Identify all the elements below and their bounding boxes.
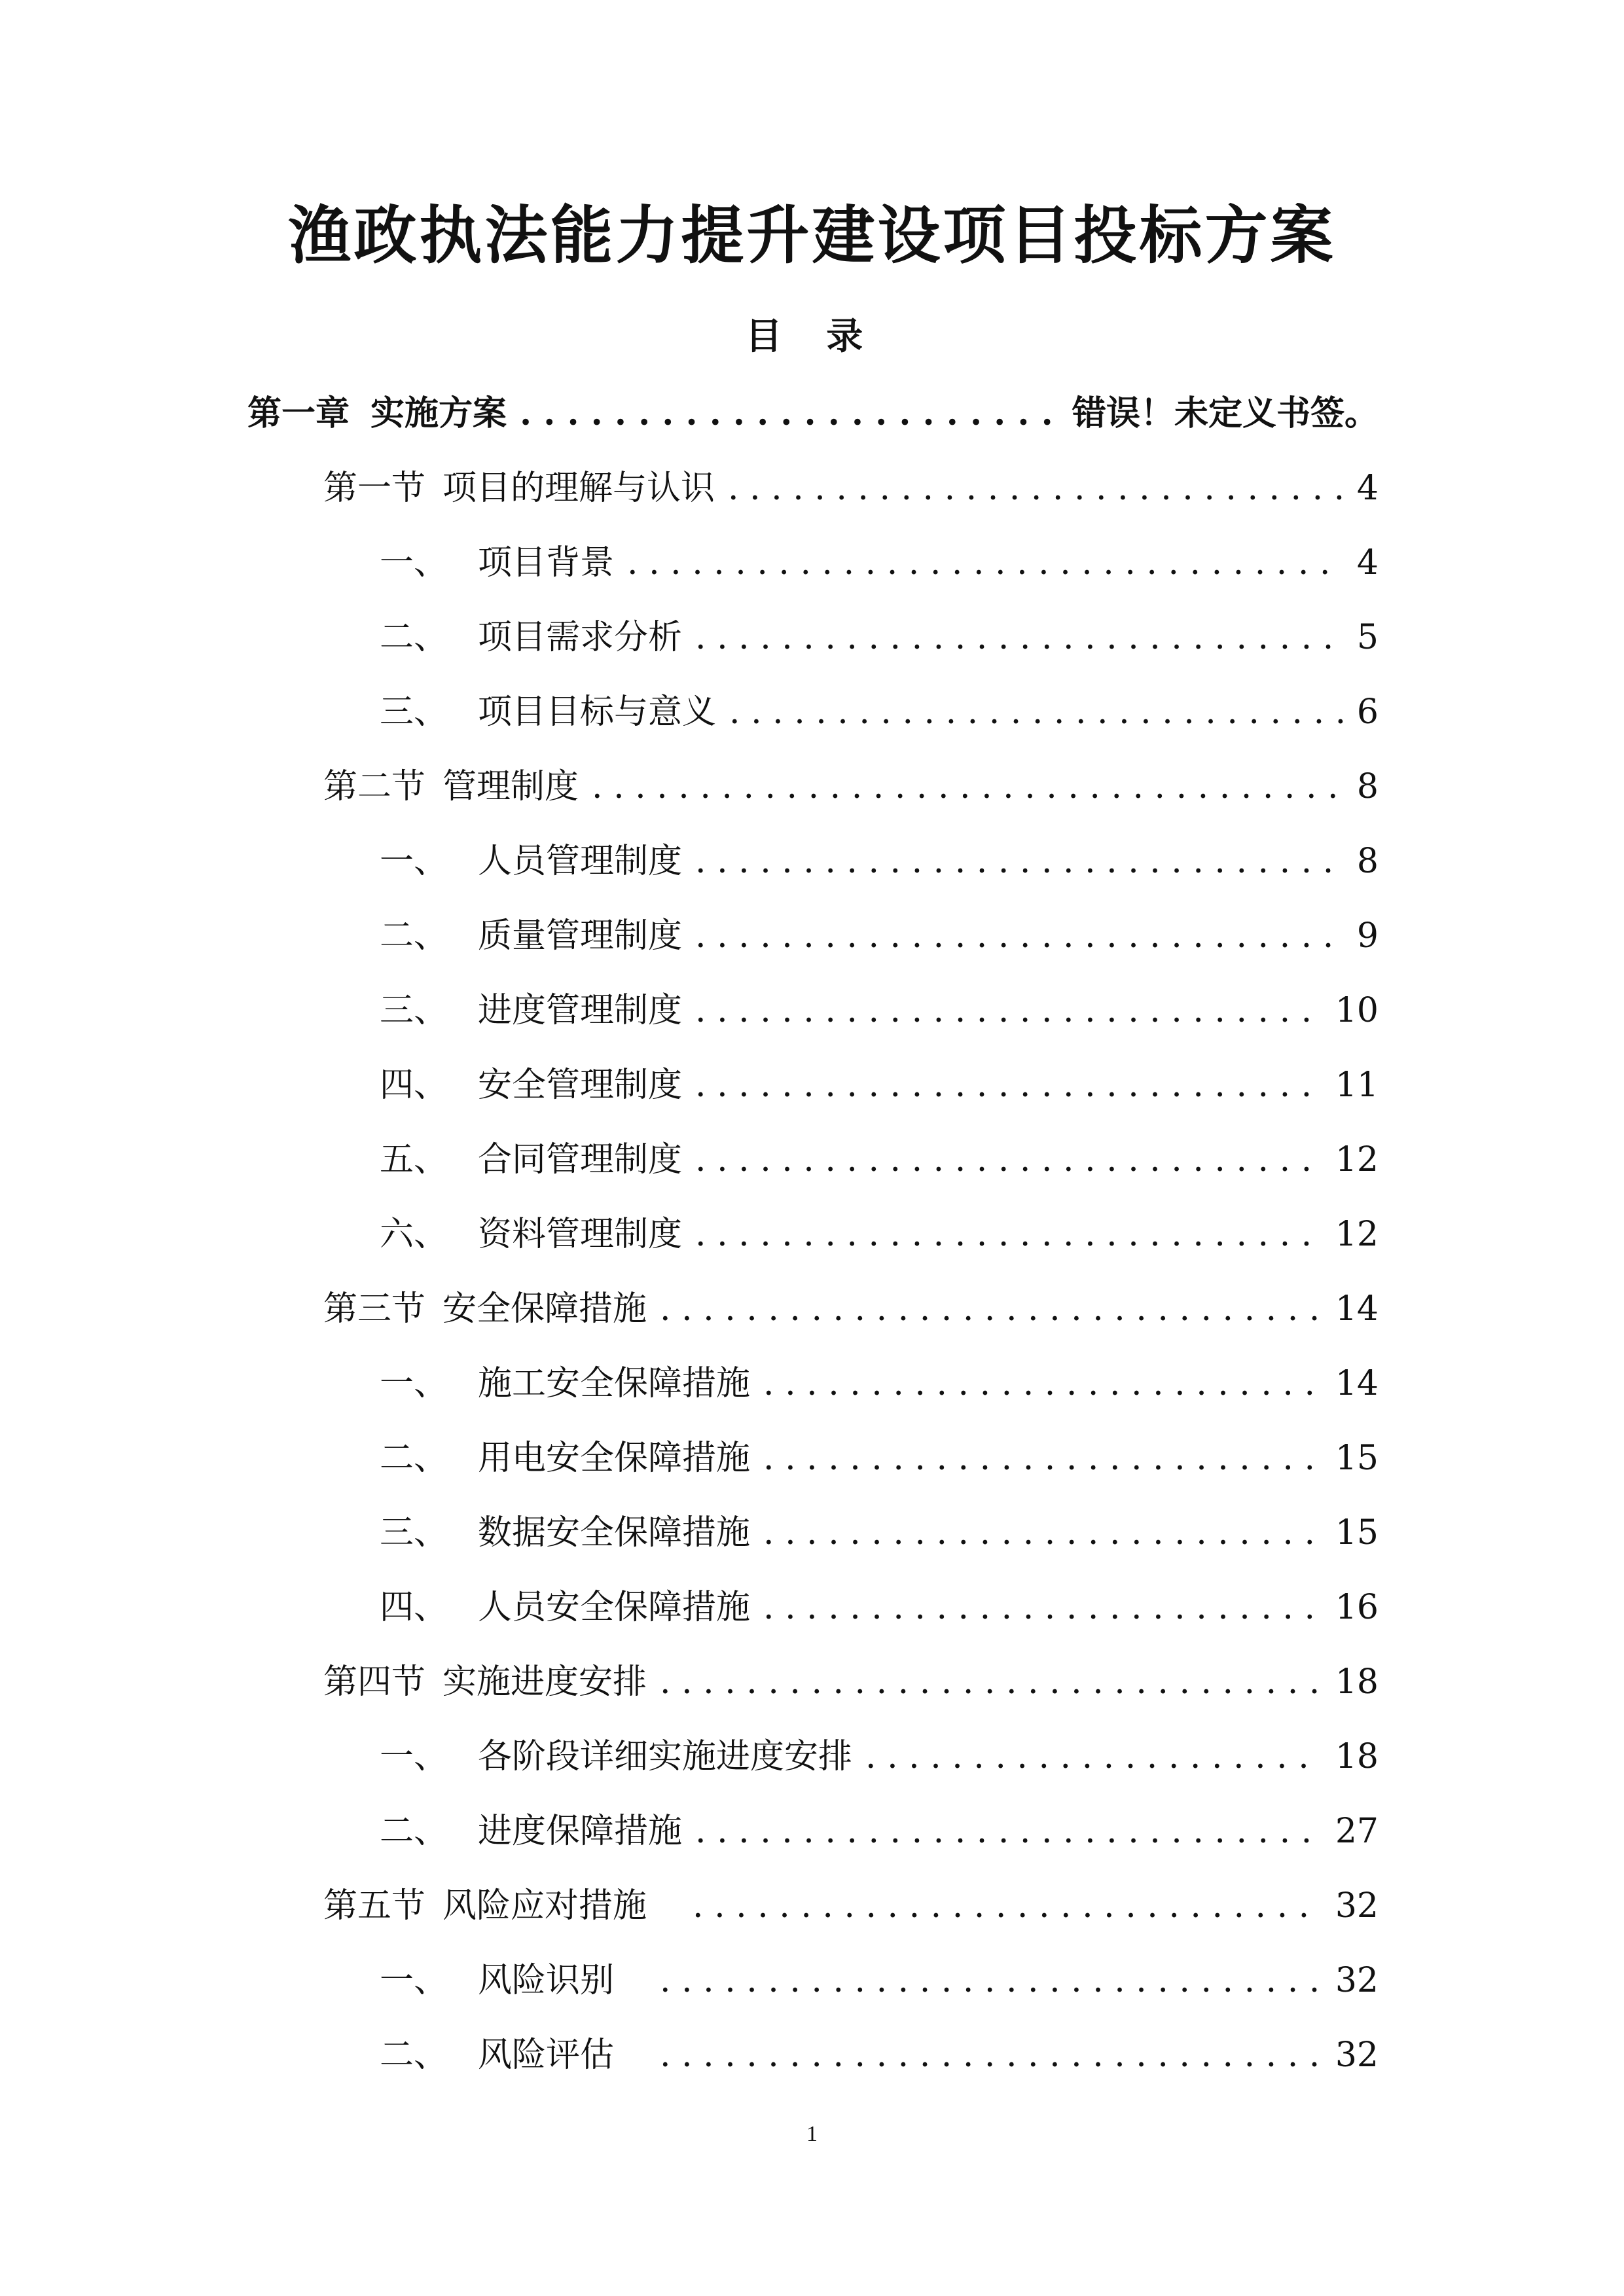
toc-entry-chapter-1[interactable]	[247, 387, 1379, 440]
toc-entry-prefix: 第二节	[323, 767, 426, 806]
toc-entry-label	[323, 1656, 647, 1708]
toc-page-ref: 错误！未定义书签。	[1072, 393, 1379, 433]
toc-entry-label	[380, 1507, 750, 1559]
toc-entry-label	[323, 761, 579, 813]
toc-entry-title: 项目需求分析	[478, 618, 683, 657]
toc-page-ref: 9	[1356, 916, 1379, 956]
toc-page-ref: 4	[1356, 543, 1379, 583]
toc-entry-prefix: 五、	[380, 1140, 448, 1179]
toc-entry-prefix: 第一节	[323, 469, 426, 508]
toc-entry-item[interactable]	[380, 1208, 1379, 1261]
toc-leader-dots	[695, 910, 1344, 962]
toc-entry-item[interactable]	[380, 1059, 1379, 1111]
toc-entry-prefix: 三、	[380, 991, 448, 1030]
toc-entry-title: 项目背景	[478, 543, 615, 583]
toc-page-ref: 18	[1335, 1662, 1379, 1702]
toc-entry-prefix: 四、	[380, 1066, 448, 1105]
toc-entry-section-4[interactable]	[323, 1656, 1379, 1708]
toc-entry-label	[380, 835, 682, 888]
toc-leader-dots	[729, 686, 1344, 738]
toc-entry-title: 用电安全保障措施	[478, 1439, 751, 1478]
toc-page-ref: 8	[1356, 767, 1379, 806]
toc-leader-dots	[728, 462, 1344, 514]
toc-entry-label	[380, 910, 682, 962]
toc-leader-dots	[592, 761, 1344, 813]
toc-heading: 目 录	[745, 315, 879, 358]
toc-leader-dots	[695, 1059, 1322, 1111]
page-title: 渔政执法能力提升建设项目投标方案	[288, 198, 1336, 272]
toc-leader-dots	[695, 1208, 1322, 1261]
toc-entry-title: 进度保障措施	[478, 1812, 683, 1851]
toc-entry-prefix: 六、	[380, 1215, 448, 1254]
toc-leader-dots	[695, 984, 1322, 1037]
toc-entry-section-3[interactable]	[323, 1283, 1379, 1335]
toc-entry-item[interactable]	[380, 1357, 1379, 1410]
toc-entry-title: 质量管理制度	[478, 916, 683, 956]
toc-entry-item[interactable]	[380, 1432, 1379, 1484]
toc-entry-title: 各阶段详细实施进度安排	[478, 1737, 853, 1776]
toc-entry-item[interactable]	[380, 984, 1379, 1037]
toc-page-ref: 18	[1335, 1737, 1379, 1776]
toc-page-ref: 4	[1356, 469, 1379, 508]
toc-entry-prefix: 四、	[380, 1588, 448, 1627]
toc-page-ref: 12	[1335, 1140, 1379, 1179]
toc-leader-dots	[695, 1805, 1322, 1857]
toc-page-ref: 10	[1335, 991, 1379, 1030]
toc-entry-label	[380, 2029, 614, 2081]
toc-entry-title: 风险识别	[478, 1961, 615, 2000]
toc-leader-dots	[695, 1134, 1322, 1186]
toc-entry-label	[380, 537, 614, 589]
toc-entry-section-1[interactable]	[323, 462, 1379, 514]
toc-entry-label	[380, 1805, 682, 1857]
toc-entry-label	[380, 686, 716, 738]
toc-leader-dots	[763, 1357, 1322, 1410]
toc-entry-item[interactable]	[380, 537, 1379, 589]
toc-page-ref: 14	[1335, 1289, 1379, 1329]
toc-page-ref: 14	[1335, 1364, 1379, 1403]
toc-entry-title: 施工安全保障措施	[478, 1364, 751, 1403]
toc-page-ref: 15	[1335, 1513, 1379, 1552]
toc-entry-prefix: 二、	[380, 916, 448, 956]
toc-entry-prefix: 第三节	[323, 1289, 426, 1329]
toc-leader-dots	[660, 1656, 1322, 1708]
toc-entry-label	[247, 387, 507, 440]
toc-page-ref: 32	[1335, 1961, 1379, 2000]
toc-entry-title: 资料管理制度	[478, 1215, 683, 1254]
toc-page-ref: 32	[1335, 2036, 1379, 2075]
toc-leader-dots	[693, 1880, 1322, 1932]
toc-entry-title: 安全保障措施	[442, 1289, 647, 1329]
toc-entry-title: 管理制度	[442, 767, 579, 806]
toc-entry-title: 人员管理制度	[478, 842, 683, 881]
toc-entry-label	[380, 1357, 750, 1410]
toc-leader-dots	[763, 1581, 1322, 1634]
toc-entry-label	[380, 1134, 682, 1186]
toc-entry-prefix: 二、	[380, 2036, 448, 2075]
toc-leader-dots	[660, 1954, 1322, 2007]
toc-entry-section-5[interactable]	[323, 1880, 1379, 1932]
toc-entry-prefix: 一、	[380, 1737, 448, 1776]
page-number: 1	[806, 2122, 818, 2146]
toc-entry-item[interactable]	[380, 1507, 1379, 1559]
toc-entry-prefix: 第四节	[323, 1662, 426, 1702]
toc-leader-dots	[695, 611, 1344, 664]
toc-entry-title: 合同管理制度	[478, 1140, 683, 1179]
toc-entry-title: 数据安全保障措施	[478, 1513, 751, 1552]
toc-entry-item[interactable]	[380, 835, 1379, 888]
toc-entry-prefix: 三、	[380, 1513, 448, 1552]
toc-entry-prefix: 一、	[380, 543, 448, 583]
toc-page-ref: 11	[1335, 1066, 1379, 1105]
toc-page-ref: 32	[1335, 1886, 1379, 1926]
toc-entry-label	[380, 1208, 682, 1261]
toc-entry-item[interactable]	[380, 1134, 1379, 1186]
toc-leader-dots	[660, 2029, 1322, 2081]
toc-leader-dots	[520, 387, 1059, 440]
toc-entry-item[interactable]	[380, 686, 1379, 738]
toc-page-ref: 27	[1335, 1812, 1379, 1851]
toc-entry-prefix: 一、	[380, 1961, 448, 2000]
toc-entry-prefix: 一、	[380, 1364, 448, 1403]
toc-entry-title: 人员安全保障措施	[478, 1588, 751, 1627]
toc-entry-item[interactable]	[380, 1805, 1379, 1857]
toc-entry-item[interactable]	[380, 611, 1379, 664]
toc-entry-item[interactable]	[380, 1581, 1379, 1634]
toc-entry-title: 项目的理解与认识	[442, 469, 715, 508]
toc-page-ref: 16	[1335, 1588, 1379, 1627]
toc-entry-title: 项目目标与意义	[478, 692, 717, 732]
toc-entry-label	[380, 1059, 682, 1111]
toc-entry-label	[380, 1954, 614, 2007]
toc-entry-label	[380, 1731, 852, 1783]
toc-entry-title: 风险评估	[478, 2036, 615, 2075]
toc-entry-item[interactable]	[380, 1954, 1379, 2007]
toc-entry-prefix: 二、	[380, 618, 448, 657]
toc-entry-prefix: 二、	[380, 1812, 448, 1851]
toc-entry-label	[323, 1283, 647, 1335]
toc-leader-dots	[627, 537, 1344, 589]
toc-entry-title: 实施方案	[370, 393, 507, 433]
toc-page-ref: 15	[1335, 1439, 1379, 1478]
toc-page-ref: 6	[1356, 692, 1379, 732]
toc-entry-title: 风险应对措施	[442, 1886, 647, 1926]
toc-entry-label	[380, 984, 682, 1037]
toc-entry-item[interactable]	[380, 910, 1379, 962]
toc-entry-label	[380, 1432, 750, 1484]
toc-entry-item[interactable]	[380, 2029, 1379, 2081]
toc-entry-title: 实施进度安排	[442, 1662, 647, 1702]
toc-entry-title: 进度管理制度	[478, 991, 683, 1030]
toc-entry-title: 安全管理制度	[478, 1066, 683, 1105]
toc-entry-label	[323, 462, 715, 514]
toc-page-ref: 8	[1356, 842, 1379, 881]
toc-leader-dots	[695, 835, 1344, 888]
toc-leader-dots	[865, 1731, 1322, 1783]
toc-entry-prefix: 第一章	[247, 393, 350, 433]
toc-leader-dots	[660, 1283, 1322, 1335]
toc-entry-prefix: 三、	[380, 692, 448, 732]
toc-entry-prefix: 第五节	[323, 1886, 426, 1926]
toc-leader-dots	[763, 1507, 1322, 1559]
toc-entry-item[interactable]	[380, 1731, 1379, 1783]
toc-entry-section-2[interactable]	[323, 761, 1379, 813]
toc-entry-label	[380, 611, 682, 664]
toc-entry-label	[323, 1880, 647, 1932]
toc-leader-dots	[763, 1432, 1322, 1484]
toc-entry-prefix: 二、	[380, 1439, 448, 1478]
toc-entry-prefix: 一、	[380, 842, 448, 881]
toc-page-ref: 12	[1335, 1215, 1379, 1254]
toc-entry-label	[380, 1581, 750, 1634]
toc-page-ref: 5	[1356, 618, 1379, 657]
